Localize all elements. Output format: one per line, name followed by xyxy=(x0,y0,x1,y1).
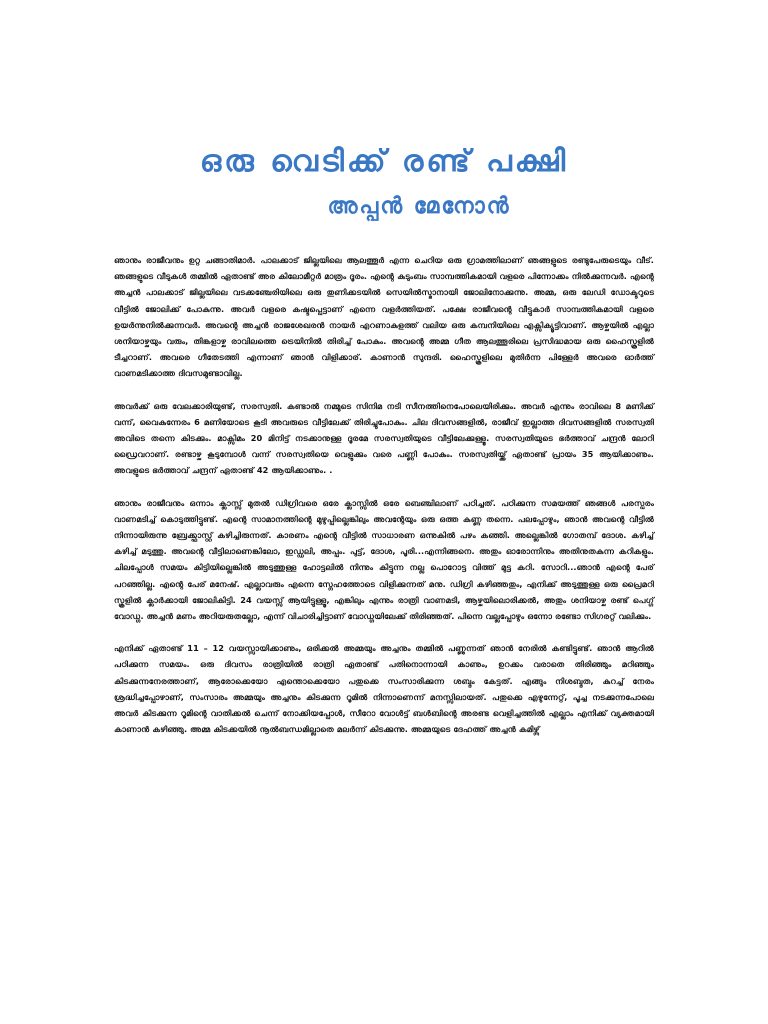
page-title: ഒരു വെടിക്ക് രണ്ട് പക്ഷി xyxy=(199,144,569,179)
author-name: അപ്പൻ മേനോൻ xyxy=(327,194,511,219)
paragraph-2: അവർക്ക് ഒരു വേലക്കാരിയുണ്ട്, സരസ്വതി. കണ്ടാൽ നമ്മുടെ സിനിമ നടി സീനത്തിനെപോലെയിരിക്കും. അവർ എന്നും രാവിലെ 8 മണിക്ക് വന്ന്, വൈകുന്നേരം 6 മണിയോടെ കൂടി അവരുടെ വീട്ടിലേക്ക് തിരിച്ചുപോകും. ചില ദിവസങ്ങളിൽ, രാജീവ് ഇല്ലാത്ത ദിവസങ്ങളിൽ സരസ്വതി അവിടെ തന്നെ കിടക്കും. മാക്സിമം 20 മിനിട്ട് നടക്കാനുള്ള ദൂരമേ സരസ്വതിയുടെ വീട്ടിലേക്കുള്ളൂ. സരസ്വതിയുടെ ഭർത്താവ് ചന്ദ്രൻ ലോറി ഡ്രൈവറാണ്. രണ്ടാഴ്ച കൂടുമ്പോൾ വന്ന് സരസ്വതിയെ വെളുക്കും വരെ പണ്ണി പോകും. സരസ്വതിയ്ക്ക് ഏതാണ്ട് പ്രായം 35 ആയിക്കാണും. അവളുടെ ഭർത്താവ് ചന്ദ്രന് ഏതാണ്ട് 42 ആയിക്കാണും. . xyxy=(114,400,654,476)
paragraph-3: ഞാനും രാജീവനും ഒന്നാം ക്ലാസ്സ് മുതൽ ഡിഗ്രിവരെ ഒരേ ക്ലാസ്സിൽ ഒരേ ബെഞ്ചിലാണ് പഠിച്ചത്. പഠിക്കുന്ന സമയത്ത് ഞങ്ങൾ പരസ്പരം വാണമടിച്ച് കൊടുത്തിട്ടുണ്ട്. എന്റെ സാമാനത്തിന്റെ മുഴുപ്പില്ലെങ്കിലും അവന്റേയും ഒരു ഒത്ത കുണ്ണ തന്നെ. പലപ്പോഴും, ഞാൻ അവന്റെ വീട്ടിൽ നിന്നായിരുന്നു ബ്രേക്ക്ഫാസ്റ്റ് കഴിച്ചിരുന്നത്. കാരണം എന്റെ വീട്ടിൽ സാധാരണ ഒന്നുകിൽ പഴം കഞ്ഞി. അല്ലെങ്കിൽ ഗോതമ്പ് ദോശ. കഴിച്ച് കഴിച്ച് മടുത്തു. അവന്റെ വീട്ടിലാണെങ്കിലോ, ഇഡ്ഡലി, അപ്പം. പുട്ട്, ദോശ, പൂരി...എന്നിങ്ങനെ. അതും ഓരോന്നിനും അതിനുതകുന്ന കറികളും. ചിലപ്പോൾ സമയം കിട്ടിയില്ലെങ്കിൽ അടുത്തുള്ള ഹോട്ടലിൽ നിന്നും കിട്ടുന്ന നല്ല പൊറോട്ട വിത്ത് മുട്ട കറി. സോറി...ഞാൻ എന്റെ പേര് പറഞ്ഞില്ല. എന്റെ പേര് മനേഷ്. എല്ലാവരും എന്നെ സ്നേഹത്തോടെ വിളിക്കുന്നത് മനു. ഡിഗ്രി കഴിഞ്ഞതും, എനിക്ക് അടുത്തുള്ള ഒരു പ്രൈമറി സ്കൂളിൽ ക്ലാർക്കായി ജോലികിട്ടി. 24 വയസ്സ് ആയിട്ടുള്ളൂ, എങ്കിലും എന്നും രാത്രി വാണമടി, ആഴ്ചയിലൊരിക്കൽ, അതും ശനിയാഴ്ച രണ്ട് പെഗ്ഗ് വോഡ്ഗ. അച്ചൻ മണം അറിയരുതല്ലോ, എന്ന് വിചാരിച്ചിട്ടാണ് വോഡ്ഗയിലേക്ക് തിരിഞ്ഞത്. പിന്നെ വല്ലപ്പോഴും ഒന്നോ രണ്ടോ സിഗരറ്റ് വലിക്കും. xyxy=(114,497,654,622)
paragraph-1: ഞാനും രാജീവനും ഉറ്റ ചങ്ങാതിമാർ. പാലക്കാട് ജില്ലയിലെ ആലത്തൂർ എന്ന ചെറിയ ഒരു ഗ്രാമത്തിലാണ് ഞങ്ങളുടെ രണ്ടുപേരുടെയും വീട്. ഞങ്ങളുടെ വീടുകൾ തമ്മിൽ ഏതാണ്ട് അര കിലോമീറ്റർ മാത്രം ദൂരം. എന്റെ കുടുംബം സാമ്പത്തികമായി വളരെ പിന്നോക്കം നിൽക്കുന്നവർ. എന്റെ അച്ചൻ പാലക്കാട് ജില്ലയിലെ വടക്കഞ്ചേരിയിലെ ഒരു തുണിക്കടയിൽ സെയിൽസ്മാനായി ജോലിനോക്കുന്നു. അമ്മ, ഒരു ലേഡി ഡോക്ടറുടെ വീട്ടിൽ ജോലിക്ക് പോകുന്നു. അവർ വളരെ കഷ്ടപ്പെട്ടാണ് എന്നെ വളർത്തിയത്. പക്ഷേ രാജീവന്റെ വീട്ടുകാർ സാമ്പത്തികമായി വളരെ ഉയർന്നുനിൽക്കുന്നവർ. അവന്റെ അച്ചൻ രാജശേഖരൻ നായർ എറണാകുളത്ത് വലിയ ഒരു കമ്പനിയിലെ എക്സിക്യൂട്ടിവാണ്. ആഴ്ചയിൽ എല്ലാ ശനിയാഴ്ചയും വരും, തിങ്കളാഴ്ച രാവിലത്തെ ട്രെയിനിൽ തിരിച്ച് പോകും. അവന്റെ അമ്മ ഗീത ആലത്തൂരിലെ പ്രസിദ്ധമായ ഒരു ഹൈസ്കൂളിൽ ടീച്ചറാണ്. അവരെ ഗീതേടത്തി എന്നാണ് ഞാൻ വിളിക്കാര്. കാണാൻ സുന്ദരി. ഹൈസ്കൂളിലെ മുതിർന്ന പിള്ളേർ അവരെ ഓർത്ത് വാണമടിക്കാത്ത ദിവസമുണ്ടാവില്ല. xyxy=(114,255,654,379)
paragraph-4: എനിക്ക് ഏതാണ്ട് 11 – 12 വയസ്സായിക്കാണും, ഒരിക്കൽ അമ്മയും അച്ചനും തമ്മിൽ പണ്ണുന്നത് ഞാൻ നേരിൽ കണ്ടിട്ടുണ്ട്. ഞാൻ ആറിൽ പഠിക്കുന്ന സമയം. ഒരു ദിവസം രാത്രിയിൽ രാത്രി ഏതാണ്ട് പതിനൊന്നായി കാണും, ഉറക്കം വരാതെ തിരിഞ്ഞും മറിഞ്ഞും കിടക്കുന്നനേരത്താണ്, ആരോക്കെയോ എന്തൊക്കെയോ പതുക്കെ സംസാരിക്കുന്ന ശബ്ദം കേട്ടത്. എങ്ങും നിശബ്ദത, കുറച്ച് നേരം ശ്രദ്ധിച്ചപ്പോഴാണ്, സംസാരം അമ്മയും അച്ചനും കിടക്കുന്ന റൂമിൽ നിന്നാണെന്ന് മനസ്സിലായത്. പതുക്കെ എഴുന്നേറ്റ്, പൂച്ച നടക്കുന്നപോലെ അവർ കിടക്കുന്ന റൂമിന്റെ വാതിക്കൽ ചെന്ന് നോക്കിയപ്പോൾ, സീറോ വോൾട്ട് ബൾബിന്റെ അരണ്ട വെളിച്ചത്തിൽ എല്ലാം എനിക്ക് വ്യക്തമായി കാണാൻ കഴിഞ്ഞു. അമ്മ കിടക്കയിൽ നൂൽബന്ധമില്ലാതെ മലർന്ന് കിടക്കുന്നു. അമ്മയുടെ ദേഹത്ത് അച്ചൻ കമിഴ്ന്ന് xyxy=(114,643,654,735)
story-body xyxy=(114,252,654,753)
